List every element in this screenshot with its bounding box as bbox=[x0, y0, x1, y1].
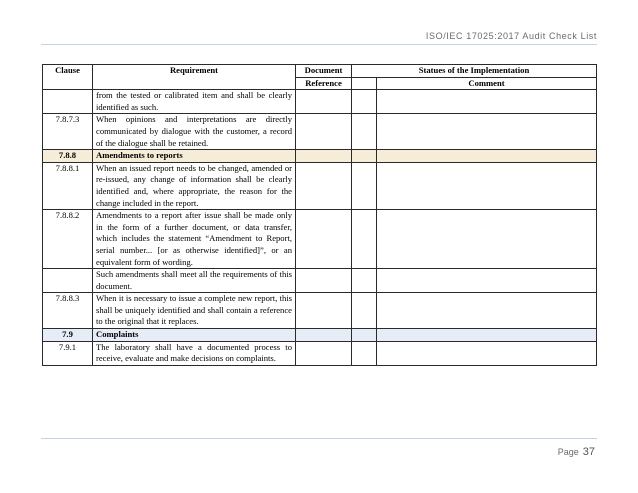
status-cell[interactable] bbox=[352, 341, 377, 365]
table-row bbox=[43, 114, 597, 150]
table-row bbox=[43, 210, 597, 269]
requirement-cell: When opinions and interpretations are directly communicated by dialogue with the customer, a record of the dialogue shall be retained. bbox=[93, 114, 296, 150]
section-clause: 7.8.8 bbox=[43, 150, 93, 163]
document-reference-cell[interactable] bbox=[296, 114, 352, 150]
header-comment: Comment bbox=[377, 77, 597, 90]
table-row bbox=[43, 162, 597, 209]
comment-cell[interactable] bbox=[377, 341, 597, 365]
section-title: Amendments to reports bbox=[93, 150, 296, 163]
table-row bbox=[43, 269, 597, 293]
table-row bbox=[43, 293, 597, 329]
clause-cell bbox=[43, 90, 93, 114]
section-filler-cell bbox=[377, 329, 597, 342]
header-clause: Clause bbox=[43, 65, 93, 90]
page-indicator bbox=[558, 446, 595, 458]
requirement-cell: from the tested or calibrated item and shall be clearly identified as such. bbox=[93, 90, 296, 114]
comment-cell[interactable] bbox=[377, 162, 597, 209]
section-row-amendments bbox=[43, 150, 597, 163]
section-filler-cell bbox=[377, 150, 597, 163]
status-cell[interactable] bbox=[352, 114, 377, 150]
table-row bbox=[43, 90, 597, 114]
clause-cell: 7.9.1 bbox=[43, 341, 93, 365]
status-cell[interactable] bbox=[352, 269, 377, 293]
clause-cell: 7.8.8.1 bbox=[43, 162, 93, 209]
section-row-complaints bbox=[43, 329, 597, 342]
clause-cell: 7.8.8.2 bbox=[43, 210, 93, 269]
section-clause: 7.9 bbox=[43, 329, 93, 342]
header-status-cell bbox=[352, 77, 377, 90]
status-cell[interactable] bbox=[352, 162, 377, 209]
clause-cell bbox=[43, 269, 93, 293]
document-reference-cell[interactable] bbox=[296, 269, 352, 293]
page-number: 37 bbox=[582, 446, 595, 458]
header-requirement: Requirement bbox=[93, 65, 296, 90]
requirement-cell: Such amendments shall meet all the requirements of this document. bbox=[93, 269, 296, 293]
comment-cell[interactable] bbox=[377, 210, 597, 269]
section-filler-cell bbox=[296, 150, 352, 163]
audit-checklist-table bbox=[42, 64, 597, 366]
comment-cell[interactable] bbox=[377, 90, 597, 114]
table-row bbox=[43, 341, 597, 365]
clause-cell: 7.8.8.3 bbox=[43, 293, 93, 329]
document-reference-cell[interactable] bbox=[296, 162, 352, 209]
comment-cell[interactable] bbox=[377, 293, 597, 329]
requirement-cell: When it is necessary to issue a complete new report, this shall be uniquely identified and shall contain a reference to the original that it replaces. bbox=[93, 293, 296, 329]
footer-divider bbox=[41, 438, 597, 439]
section-filler-cell bbox=[352, 150, 377, 163]
comment-cell[interactable] bbox=[377, 269, 597, 293]
requirement-cell: Amendments to a report after issue shall be made only in the form of a further document, or data transfer, which includes the statement “Amendment to Report, serial number... [or as otherwise identified]”, or an equivalent form of wording. bbox=[93, 210, 296, 269]
document-header-title: ISO/IEC 17025:2017 Audit Check List bbox=[425, 31, 597, 41]
section-filler-cell bbox=[352, 329, 377, 342]
comment-cell[interactable] bbox=[377, 114, 597, 150]
status-cell[interactable] bbox=[352, 210, 377, 269]
header-divider bbox=[41, 44, 597, 45]
section-filler-cell bbox=[296, 329, 352, 342]
header-reference: Reference bbox=[296, 77, 352, 90]
requirement-cell: When an issued report needs to be changed, amended or re-issued, any change of information shall be clearly identified and, where appropriate, the reason for the change included in the report. bbox=[93, 162, 296, 209]
document-reference-cell[interactable] bbox=[296, 341, 352, 365]
header-statues: Statues of the Implementation bbox=[352, 65, 597, 78]
page-label: Page bbox=[557, 447, 579, 457]
document-reference-cell[interactable] bbox=[296, 293, 352, 329]
section-title: Complaints bbox=[93, 329, 296, 342]
clause-cell: 7.8.7.3 bbox=[43, 114, 93, 150]
header-document: Document bbox=[296, 65, 352, 78]
document-reference-cell[interactable] bbox=[296, 90, 352, 114]
status-cell[interactable] bbox=[352, 293, 377, 329]
status-cell[interactable] bbox=[352, 90, 377, 114]
document-reference-cell[interactable] bbox=[296, 210, 352, 269]
table-header-row bbox=[43, 65, 597, 78]
requirement-cell: The laboratory shall have a documented process to receive, evaluate and make decisions on complaints. bbox=[93, 341, 296, 365]
